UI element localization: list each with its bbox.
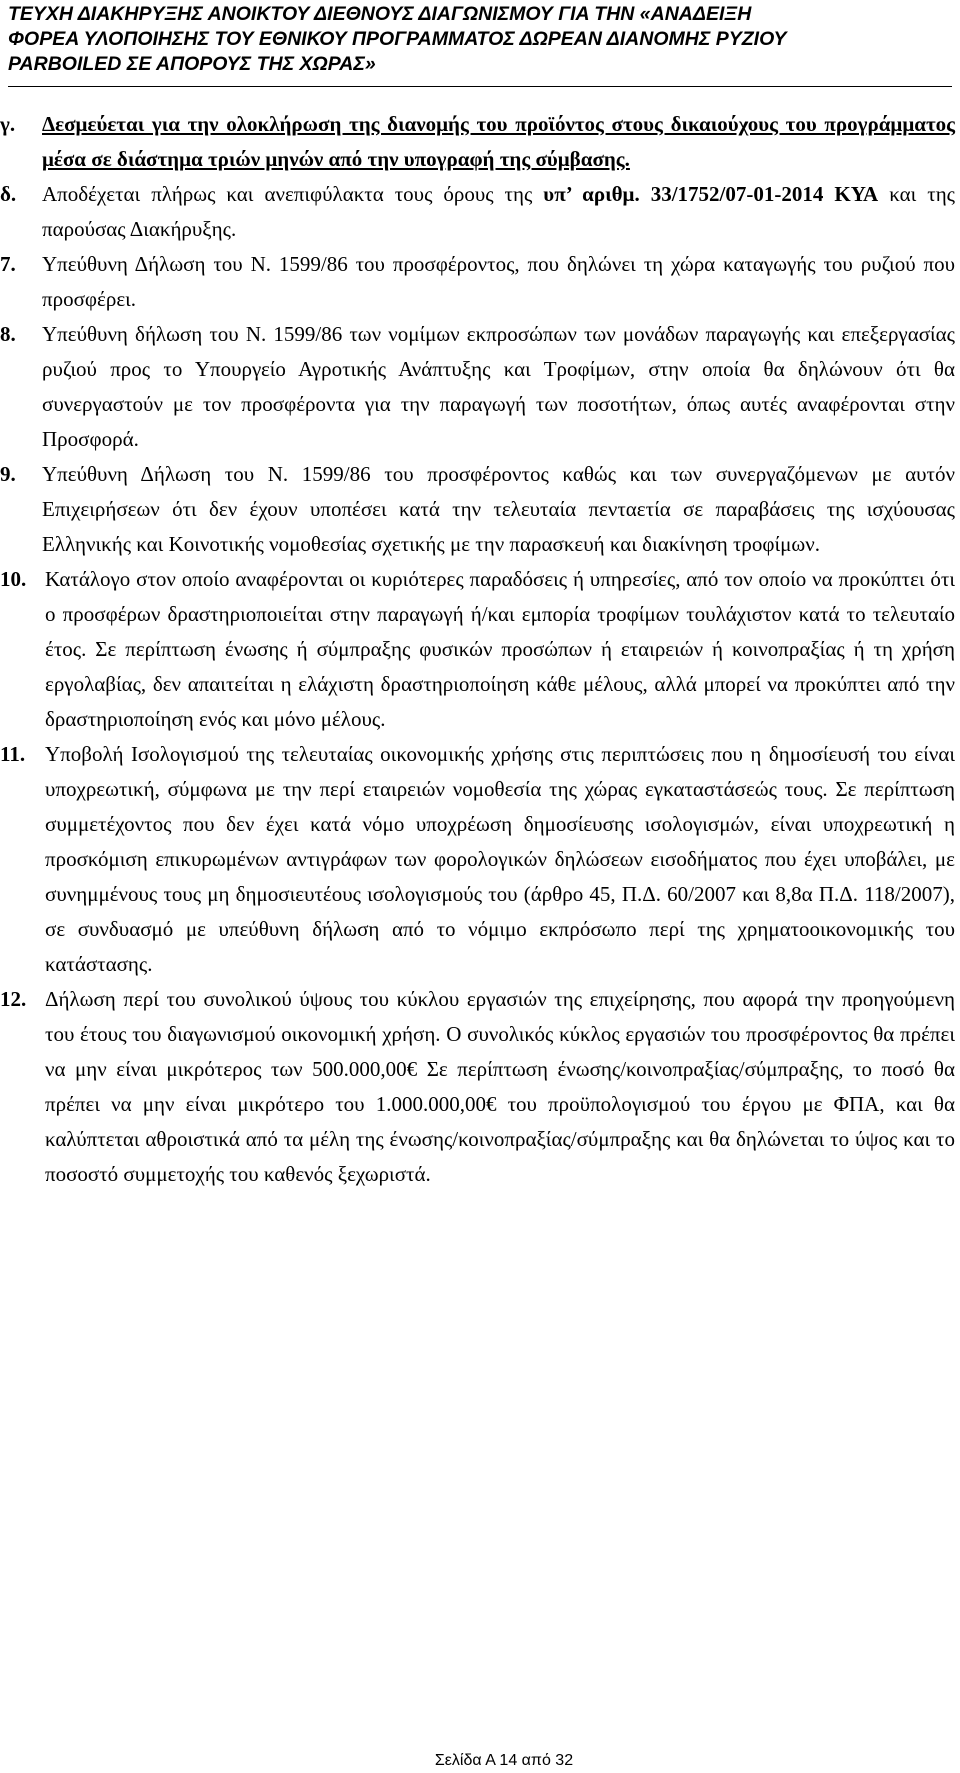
list-item-text: Δήλωση περί του συνολικού ύψους του κύκλου εργασιών της επιχείρησης, που αφορά την προηγούμενη του έτους του διαγωνισμού οικονομική χρήση. Ο συνολικός κύκλος εργασιών του προσφέροντος θα πρέπει να μην είναι μικρότερος των 500.000,00€ Σε περίπτωση ένωσης/κοινοπραξίας/σύμπραξης, το ποσό θα πρέπει να μην είναι μικρότερο του 1.000.000,00€ του προϋπολογισμού του έργου με ΦΠΑ, και θα καλύπτεται αθροιστικά από τα μέλη της ένωσης/κοινοπραξίας/σύμπραξης και θα δηλώνεται το ύψος και το ποσοστό συμμετοχής του καθενός ξεχωριστά. [45,987,955,1186]
list-item-9 [0,457,960,562]
page-footer [0,1751,960,1771]
list-item-gamma [0,107,960,177]
header-line-2: ΦΟΡΕΑ ΥΛΟΠΟΙΗΣΗΣ ΤΟΥ ΕΘΝΙΚΟΥ ΠΡΟΓΡΑΜΜΑΤΟΣ ΔΩΡΕΑΝ ΔΙΑΝΟΜΗΣ ΡΥΖΙΟΥ [8,28,787,50]
list-item-10 [0,562,960,737]
document-body [0,107,960,1192]
list-item-12 [0,982,960,1192]
list-item-text: Υπεύθυνη Δήλωση του Ν. 1599/86 του προσφέροντος, που δηλώνει τη χώρα καταγωγής του ρυζιού που προσφέρει. [42,252,955,311]
header-line-3: PARBOILED ΣΕ ΑΠΟΡΟΥΣ ΤΗΣ ΧΩΡΑΣ» [8,53,376,75]
list-item-number: δ. [0,182,17,206]
list-item-text: Υπεύθυνη δήλωση του Ν. 1599/86 των νομίμων εκπροσώπων των μονάδων παραγωγής και επεξεργασίας ρυζιού προς το Υπουργείο Αγροτικής Ανάπτυξης και Τροφίμων, στην οποία θα δηλώνουν ότι θα συνεργαστούν με τον προσφέροντα για την παραγωγή των ποσοτήτων, όπως αυτές αναφέρονται στην Προσφορά. [42,322,955,451]
text-run-bold: υπ’ αριθμ. 33/1752/07-01-2014 ΚΥΑ [543,182,879,206]
list-item-text: Υπεύθυνη Δήλωση του Ν. 1599/86 του προσφέροντος καθώς και των συνεργαζόμενων με αυτόν Επιχειρήσεων ότι δεν έχουν υποπέσει κατά την τελευταία πενταετία σε παραβάσεις της ισχύουσας Ελληνικής και Κοινοτικής νομοθεσίας σχετικής με την παρασκευή και διακίνηση τροφίμων. [42,462,955,556]
list-item-text [42,177,955,247]
list-item-text: Κατάλογο στον οποίο αναφέρονται οι κυριότερες παραδόσεις ή υπηρεσίες, από τον οποίο να προκύπτει ότι ο προσφέρων δραστηριοποιείται στην παραγωγή ή/και εμπορία τροφίμων τουλάχιστον κατά το τελευταίο έτος. Σε περίπτωση ένωσης ή σύμπραξης φυσικών προσώπων ή εταιρειών ή κοινοπραξίας ή τη χρήση εργολαβίας, δεν απαιτείται η ελάχιστη δραστηριοποίηση κάθε μέλους, αλλά μπορεί να προκύπτει από την δραστηριοποίηση ενός και μόνο μέλους. [45,567,955,731]
list-item-7 [0,247,960,317]
page-number: Σελίδα Α 14 από 32 [434,1752,574,1769]
list-item-number: 9. [0,462,16,486]
list-item-number: 12. [0,987,27,1011]
list-item-delta [0,177,960,247]
list-item-number: 7. [0,252,16,276]
list-item-8 [0,317,960,457]
list-item-number: 10. [0,567,27,591]
header-divider [8,86,952,87]
document-header [8,2,948,77]
list-item-text: Δεσμεύεται για την ολοκλήρωση της διανομής του προϊόντος στους δικαιούχους του προγράμματος μέσα σε διάστημα τριών μηνών από την υπογραφή της σύμβασης. [42,112,955,171]
list-item-number: 11. [0,742,26,766]
header-line-1: ΤΕΥΧΗ ΔΙΑΚΗΡΥΞΗΣ ΑΝΟΙΚΤΟΥ ΔΙΕΘΝΟΥΣ ΔΙΑΓΩΝΙΣΜΟΥ ΓΙΑ ΤΗΝ «ΑΝΑΔΕΙΞΗ [8,3,752,25]
list-item-11 [0,737,960,982]
list-item-number: 8. [0,322,16,346]
text-run: Αποδέχεται πλήρως και ανεπιφύλακτα τους όρους της [42,182,544,206]
list-item-number: γ. [0,112,16,136]
list-item-text: Υποβολή Ισολογισμού της τελευταίας οικονομικής χρήσης στις περιπτώσεις που η δημοσίευσή του είναι υποχρεωτική, σύμφωνα με την περί εταιρειών νομοθεσία της χώρας εγκαταστάσεώς τους. Σε περίπτωση συμμετέχοντος που δεν έχει κατά νόμο υποχρέωση δημοσίευσης ισολογισμών, είναι υποχρεωτική η προσκόμιση επικυρωμένων αντιγράφων των φορολογικών δηλώσεων εισοδήματος που έχει υποβάλει, με συνημμένους τους μη δημοσιευτέους ισολογισμούς του (άρθρο 45, Π.Δ. 60/2007 και 8,8α Π.Δ. 118/2007), σε συνδυασμό με υπεύθυνη δήλωση από το νόμιμο εκπρόσωπο περί της χρηματοοικονομικής του κατάστασης. [45,742,955,976]
text-run: και της παρούσας Διακήρυξης. [42,182,955,241]
